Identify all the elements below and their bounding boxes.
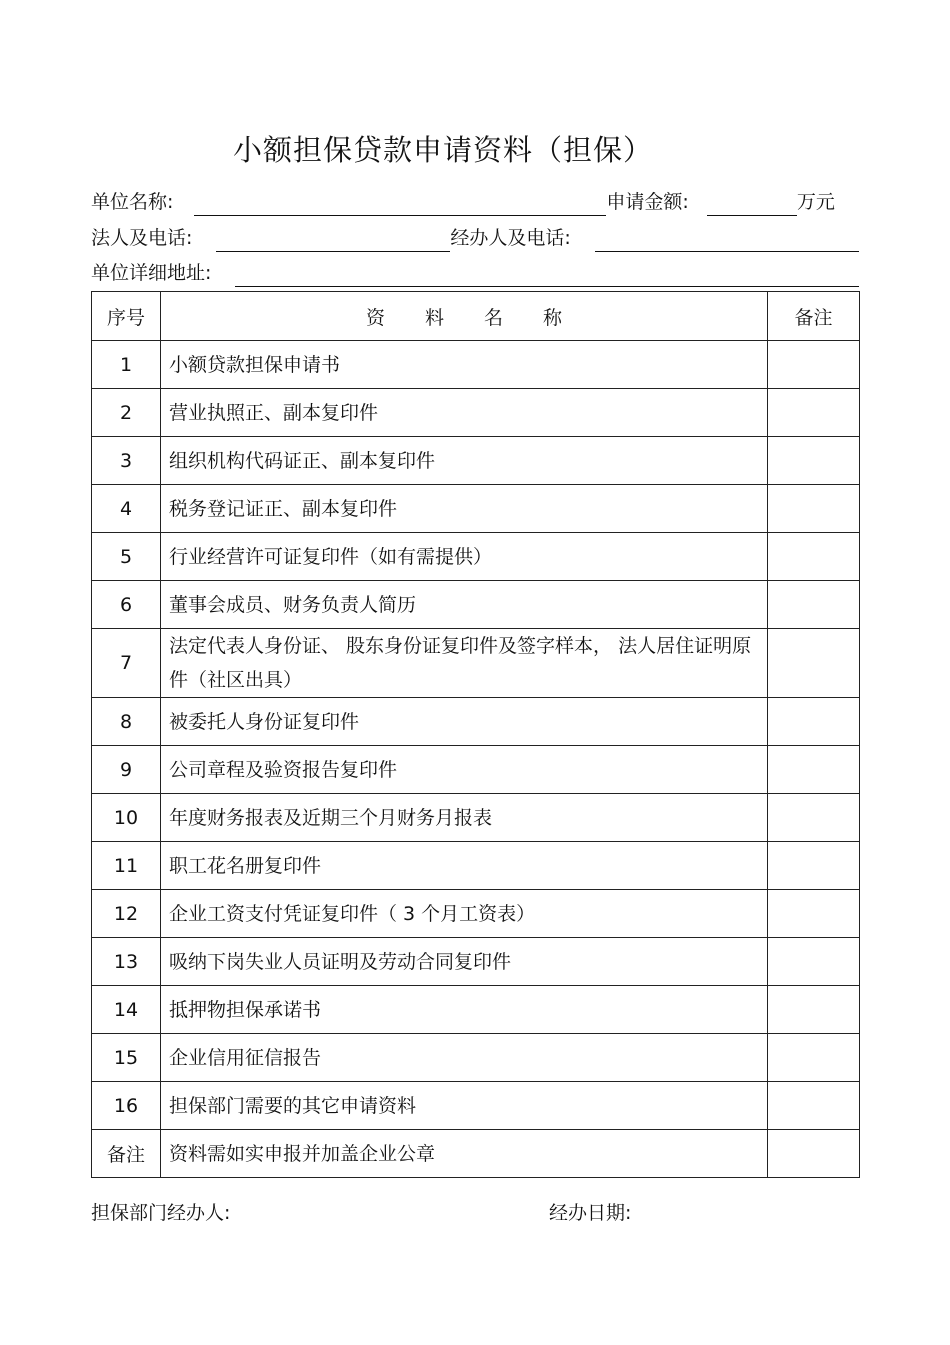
unit-name-field[interactable] [194, 194, 606, 216]
footer-date-label: 经办日期: [549, 1202, 632, 1224]
unit-name-row [91, 186, 859, 216]
legal-person-label: 法人及电话: [91, 227, 193, 249]
row-material-name: 职工花名册复印件 [161, 842, 768, 890]
table-row [92, 890, 860, 938]
table-row [92, 986, 860, 1034]
row-material-name: 小额贷款担保申请书 [161, 341, 768, 389]
row-remark [768, 1130, 860, 1178]
row-remark [768, 698, 860, 746]
table-row [92, 437, 860, 485]
materials-table [91, 291, 860, 1178]
row-number: 4 [92, 485, 161, 533]
table-row [92, 698, 860, 746]
address-label: 单位详细地址: [91, 262, 212, 284]
table-row [92, 533, 860, 581]
row-material-name: 法定代表人身份证、 股东身份证复印件及签字样本， 法人居住证明原件（社区出具） [161, 629, 768, 698]
row-material-name: 年度财务报表及近期三个月财务月报表 [161, 794, 768, 842]
row-number: 9 [92, 746, 161, 794]
row-number: 1 [92, 341, 161, 389]
row-number: 13 [92, 938, 161, 986]
row-number: 6 [92, 581, 161, 629]
row-material-name: 被委托人身份证复印件 [161, 698, 768, 746]
table-row [92, 842, 860, 890]
row-number: 10 [92, 794, 161, 842]
table-row [92, 341, 860, 389]
row-remark [768, 581, 860, 629]
row-number: 16 [92, 1082, 161, 1130]
row-material-name: 资料需如实申报并加盖企业公章 [161, 1130, 768, 1178]
amount-unit: 万元 [796, 191, 835, 213]
contact-row [91, 222, 859, 252]
document-title: 小额担保贷款申请资料（担保） [232, 133, 653, 167]
header-name: 资料名称 [161, 292, 768, 341]
row-number: 备注 [92, 1130, 161, 1178]
footer-handler-label: 担保部门经办人: [91, 1202, 231, 1224]
row-material-name: 税务登记证正、副本复印件 [161, 485, 768, 533]
row-material-name: 企业工资支付凭证复印件（ 3 个月工资表） [161, 890, 768, 938]
header-remark: 备注 [768, 292, 860, 341]
table-row [92, 581, 860, 629]
row-remark [768, 629, 860, 698]
row-remark [768, 533, 860, 581]
table-row [92, 746, 860, 794]
row-material-name: 董事会成员、财务负责人简历 [161, 581, 768, 629]
amount-field[interactable] [707, 194, 797, 216]
row-remark [768, 842, 860, 890]
row-remark [768, 746, 860, 794]
row-material-name: 行业经营许可证复印件（如有需提供） [161, 533, 768, 581]
table-row [92, 389, 860, 437]
row-remark [768, 485, 860, 533]
row-material-name: 公司章程及验资报告复印件 [161, 746, 768, 794]
row-material-name: 抵押物担保承诺书 [161, 986, 768, 1034]
row-material-name: 企业信用征信报告 [161, 1034, 768, 1082]
header-no: 序号 [92, 292, 161, 341]
address-row [91, 257, 859, 287]
table-row [92, 1034, 860, 1082]
table-row [92, 794, 860, 842]
row-remark [768, 389, 860, 437]
row-material-name: 营业执照正、副本复印件 [161, 389, 768, 437]
handler-label: 经办人及电话: [450, 227, 571, 249]
table-header-row [92, 292, 860, 341]
row-number: 12 [92, 890, 161, 938]
row-number: 2 [92, 389, 161, 437]
row-number: 14 [92, 986, 161, 1034]
table-row [92, 938, 860, 986]
row-number: 7 [92, 629, 161, 698]
address-field[interactable] [235, 265, 859, 287]
row-remark [768, 938, 860, 986]
row-number: 5 [92, 533, 161, 581]
row-remark [768, 986, 860, 1034]
row-number: 8 [92, 698, 161, 746]
row-material-name: 吸纳下岗失业人员证明及劳动合同复印件 [161, 938, 768, 986]
row-material-name: 担保部门需要的其它申请资料 [161, 1082, 768, 1130]
row-remark [768, 341, 860, 389]
table-body [92, 341, 860, 1178]
row-number: 3 [92, 437, 161, 485]
row-number: 15 [92, 1034, 161, 1082]
row-remark [768, 437, 860, 485]
table-row [92, 1082, 860, 1130]
row-material-name: 组织机构代码证正、副本复印件 [161, 437, 768, 485]
row-remark [768, 1034, 860, 1082]
row-number: 11 [92, 842, 161, 890]
table-row [92, 485, 860, 533]
amount-label: 申请金额: [606, 191, 689, 213]
table-row [92, 629, 860, 698]
handler-field[interactable] [595, 230, 859, 252]
row-remark [768, 890, 860, 938]
legal-person-field[interactable] [216, 230, 450, 252]
row-remark [768, 1082, 860, 1130]
unit-name-label: 单位名称: [91, 191, 174, 213]
table-row [92, 1130, 860, 1178]
row-remark [768, 794, 860, 842]
